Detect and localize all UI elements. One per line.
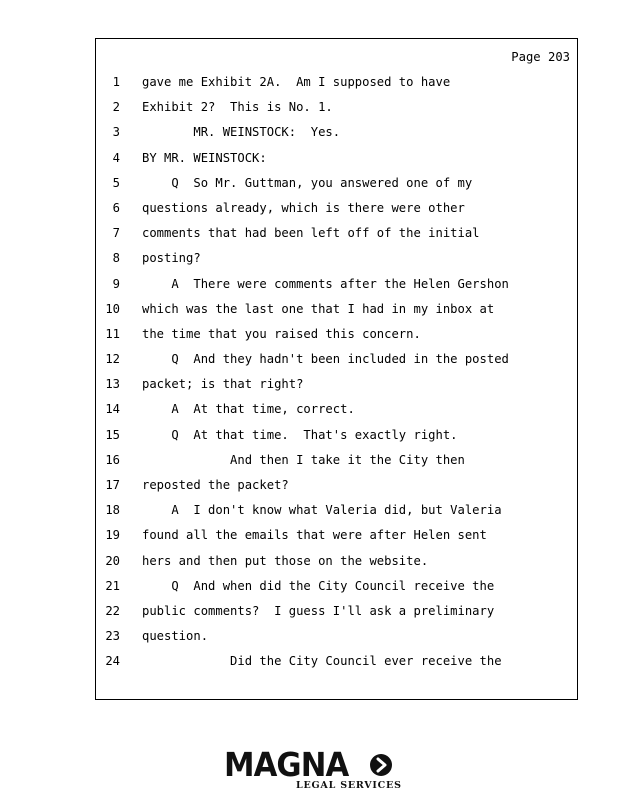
transcript-line	[96, 574, 577, 599]
line-number: 9	[112, 276, 120, 291]
line-text: which was the last one that I had in my inbox at	[142, 301, 495, 316]
transcript-line	[96, 599, 577, 624]
arrow-right-circle-icon	[370, 754, 392, 776]
line-number: 15	[105, 427, 120, 442]
line-text: Exhibit 2? This is No. 1.	[142, 100, 333, 115]
transcript-line	[96, 322, 577, 347]
transcript-line	[96, 171, 577, 196]
line-text: packet; is that right?	[142, 377, 304, 392]
line-number: 12	[105, 352, 120, 367]
transcript-line	[96, 221, 577, 246]
transcript-page	[95, 38, 578, 700]
line-text: BY MR. WEINSTOCK:	[142, 150, 267, 165]
line-number: 7	[112, 226, 120, 241]
transcript-line	[96, 70, 577, 95]
transcript-line	[96, 498, 577, 523]
line-text: reposted the packet?	[142, 478, 289, 492]
line-text: Q And when did the City Council receive the	[142, 578, 495, 593]
line-number: 3	[112, 125, 120, 140]
line-text: Did the City Council ever receive the	[142, 654, 502, 669]
line-number: 16	[105, 452, 120, 467]
transcript-line	[96, 196, 577, 221]
line-number: 18	[105, 503, 120, 518]
transcript-line	[96, 624, 577, 649]
line-text: A At that time, correct.	[142, 402, 355, 417]
transcript-line	[96, 523, 577, 548]
transcript-line	[96, 297, 577, 322]
line-number: 1	[112, 75, 120, 89]
line-number: 19	[105, 528, 120, 543]
transcript-line	[96, 423, 577, 448]
line-text: questions already, which is there were other	[142, 200, 465, 215]
line-number: 2	[112, 100, 120, 115]
transcript-line	[96, 347, 577, 372]
line-text: A There were comments after the Helen Gershon	[142, 276, 509, 291]
transcript-line	[96, 95, 577, 120]
transcript-line	[96, 549, 577, 574]
magna-logo	[224, 745, 402, 794]
logo-wordmark: MAGNA	[224, 745, 349, 784]
line-text: MR. WEINSTOCK: Yes.	[142, 125, 341, 140]
transcript-line	[96, 448, 577, 473]
transcript-line	[96, 649, 577, 674]
line-text: comments that had been left off of the initial	[142, 226, 480, 241]
transcript-line	[96, 372, 577, 397]
line-number: 13	[105, 377, 120, 392]
line-number: 8	[112, 251, 120, 266]
transcript-line	[96, 246, 577, 271]
transcript-lines	[96, 70, 577, 675]
line-number: 10	[105, 301, 120, 316]
transcript-line	[96, 120, 577, 145]
line-text: Q At that time. That's exactly right.	[142, 427, 458, 442]
line-number: 5	[112, 175, 120, 190]
page-number: Page 203	[511, 50, 570, 64]
line-text: gave me Exhibit 2A. Am I supposed to have	[142, 75, 451, 89]
transcript-line	[96, 397, 577, 422]
line-text: And then I take it the City then	[142, 452, 465, 467]
line-number: 14	[105, 402, 120, 417]
line-text: the time that you raised this concern.	[142, 326, 421, 341]
line-text: A I don't know what Valeria did, but Valeria	[142, 503, 502, 518]
line-number: 17	[105, 478, 120, 492]
logo-tagline: LEGAL SERVICES	[296, 780, 402, 791]
line-number: 6	[112, 200, 120, 215]
line-text: Q So Mr. Guttman, you answered one of my	[142, 175, 473, 190]
line-text: posting?	[142, 251, 201, 266]
line-number: 23	[105, 629, 120, 644]
line-number: 11	[105, 326, 120, 341]
line-text: found all the emails that were after Helen sent	[142, 528, 487, 543]
line-text: question.	[142, 629, 209, 644]
line-number: 20	[105, 553, 120, 568]
line-number: 21	[105, 578, 120, 593]
line-number: 24	[105, 654, 120, 669]
line-text: Q And they hadn't been included in the posted	[142, 352, 509, 367]
transcript-line	[96, 272, 577, 297]
line-text: hers and then put those on the website.	[142, 553, 429, 568]
line-text: public comments? I guess I'll ask a preliminary	[142, 603, 495, 618]
transcript-line	[96, 473, 577, 498]
line-number: 22	[105, 603, 120, 618]
line-number: 4	[112, 150, 120, 165]
transcript-line	[96, 146, 577, 171]
